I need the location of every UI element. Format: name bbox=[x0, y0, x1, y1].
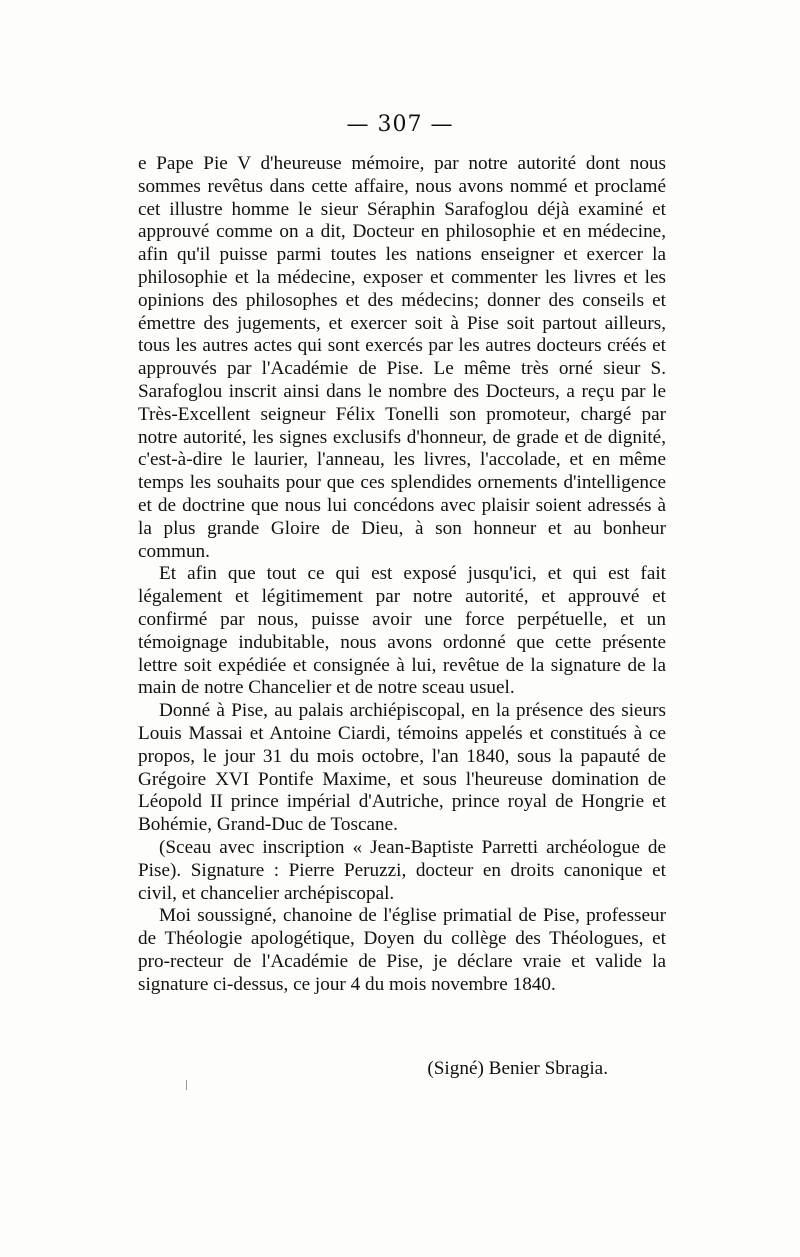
signature-line: (Signé) Benier Sbragia. bbox=[427, 1058, 608, 1079]
paragraph-1: e Pape Pie V d'heureuse mémoire, par notre autorité dont nous sommes revêtus dans cette affaire, nous avons nommé et proclamé cet illustre homme le sieur Séraphin Sarafoglou déjà examiné et approuvé comme on a dit, Docteur en philosophie et en médecine, afin qu'il puisse parmi toutes les nations enseigner et exercer la philosophie et la médecine, exposer et commenter les livres et les opinions des philosophes et des médecins; donner des conseils et émettre des jugements, et exercer soit à Pise soit partout ailleurs, tous les autres actes qui sont exercés par les autres docteurs créés et approuvés par l'Académie de Pise. Le même très orné sieur S. Sarafoglou inscrit ainsi dans le nombre des Docteurs, a reçu par le Très-Excellent seigneur Félix Tonelli son promoteur, chargé par notre autorité, les signes exclusifs d'honneur, de grade et de dignité, c'est-à-dire le laurier, l'anneau, les livres, l'accolade, et en même temps les souhaits pour que ces splendides ornements d'intelligence et de doctrine que nous lui concédons avec plaisir soient adressés à la plus grande Gloire de Dieu, à son honneur et au bonheur commun. bbox=[138, 153, 666, 562]
paragraph-3: Donné à Pise, au palais archiépiscopal, en la présence des sieurs Louis Massai et Antoine Ciardi, témoins appelés et constitués à ce propos, le jour 31 du mois octobre, l'an 1840, sous la papauté de Grégoire XVI Pontife Maxime, et sous l'heureuse domination de Léopold II prince impérial d'Autriche, prince royal de Hongrie et Bohémie, Grand-Duc de Toscane. bbox=[138, 700, 666, 836]
page-number: — 307 — bbox=[346, 112, 454, 137]
paragraph-5: Moi soussigné, chanoine de l'église primatial de Pise, professeur de Théologie apologétique, Doyen du collège des Théologues, et pro-recteur de l'Académie de Pise, je déclare vraie et valide la signature ci-dessus, ce jour 4 du mois novembre 1840. bbox=[138, 905, 666, 995]
paragraph-4: (Sceau avec inscription « Jean-Baptiste Parretti archéologue de Pise). Signature : Pierre Peruzzi, docteur en droits canonique et civil, et chancelier archépiscopal. bbox=[138, 836, 666, 904]
paragraph-2: Et afin que tout ce qui est exposé jusqu'ici, et qui est fait légalement et légitimement par notre autorité, et approuvé et confirmé par nous, puisse avoir une force perpétuelle, et un témoignage indubitable, nous avons ordonné que cette présente lettre soit expédiée et consignée à lui, revêtue de la signature de la main de notre Chancelier et de notre sceau usuel. bbox=[138, 563, 666, 699]
print-speck bbox=[186, 1080, 187, 1090]
body-text bbox=[138, 153, 666, 996]
